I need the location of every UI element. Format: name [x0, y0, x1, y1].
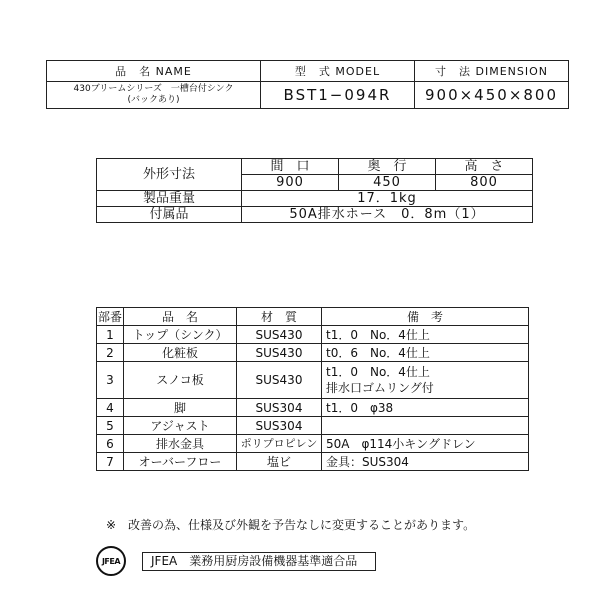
- part-material: SUS430: [237, 326, 322, 344]
- part-no: 4: [97, 399, 124, 417]
- part-name: トップ（シンク）: [124, 326, 237, 344]
- jfea-logo: [96, 546, 126, 576]
- dimension-value: 900×450×800: [415, 82, 569, 109]
- part-no: 7: [97, 453, 124, 471]
- part-no: 2: [97, 344, 124, 362]
- depth-label: 奥 行: [339, 159, 436, 175]
- table-row: [97, 453, 529, 471]
- part-name: 排水金具: [124, 435, 237, 453]
- parts-header-name: 品 名: [124, 308, 237, 326]
- part-note: t1．0 No．4仕上: [322, 326, 529, 344]
- spec-table: [96, 158, 533, 223]
- accessory-value: 50A排水ホース 0．8m（1）: [242, 207, 533, 223]
- part-note: 金具：SUS304: [322, 453, 529, 471]
- height-label: 高 さ: [436, 159, 533, 175]
- parts-header-note: 備 考: [322, 308, 529, 326]
- table-row: [97, 417, 529, 435]
- weight-value: 17．1kg: [242, 191, 533, 207]
- part-name: 化粧板: [124, 344, 237, 362]
- jfea-logo-text: JFEA: [101, 556, 121, 566]
- part-note-multiline: [322, 362, 529, 399]
- weight-label: 製品重量: [97, 191, 242, 207]
- model-header: 型 式 MODEL: [261, 61, 415, 82]
- model-value: BST1−094R: [261, 82, 415, 109]
- part-material: SUS304: [237, 417, 322, 435]
- jfea-certification-label: JFEA 業務用厨房設備機器基準適合品: [142, 552, 376, 571]
- part-note: 50A φ114小キングドレン: [322, 435, 529, 453]
- part-name: アジャスト: [124, 417, 237, 435]
- disclaimer-note: ※ 改善の為、仕様及び外観を予告なしに変更することがあります。: [106, 518, 476, 532]
- part-name: 脚: [124, 399, 237, 417]
- part-material: SUS304: [237, 399, 322, 417]
- part-note-line2: 排水口ゴムリング付: [326, 381, 434, 395]
- part-material: SUS430: [237, 362, 322, 399]
- part-note: [322, 417, 529, 435]
- parts-table: [96, 307, 529, 471]
- part-name: オーバーフロー: [124, 453, 237, 471]
- parts-header-no: 部番: [97, 309, 122, 324]
- table-row: [97, 435, 529, 453]
- product-name-line1: 430ブリームシリーズ 一槽台付シンク: [73, 84, 234, 94]
- part-no: 3: [97, 362, 124, 399]
- table-row: [97, 344, 529, 362]
- table-row: [97, 399, 529, 417]
- depth-value: 450: [339, 175, 436, 191]
- table-row: [97, 326, 529, 344]
- part-no: 5: [97, 417, 124, 435]
- part-material: 塩ビ: [237, 453, 322, 471]
- name-header: 品 名 NAME: [47, 61, 261, 82]
- width-value: 900: [242, 175, 339, 191]
- part-no: 1: [97, 326, 124, 344]
- table-row: [97, 362, 529, 399]
- part-note: t0．6 No．4仕上: [322, 344, 529, 362]
- width-label: 間 口: [242, 159, 339, 175]
- part-material: ポリプロピレン: [237, 435, 322, 453]
- part-name: スノコ板: [124, 362, 237, 399]
- part-note-line1: t1．0 No．4仕上: [326, 365, 430, 379]
- part-material: SUS430: [237, 344, 322, 362]
- part-note: t1．0 φ38: [322, 399, 529, 417]
- product-name-cell: [47, 82, 261, 109]
- parts-header-material: 材 質: [237, 308, 322, 326]
- product-header-table: [46, 60, 569, 109]
- accessory-label: 付属品: [97, 207, 242, 223]
- part-no: 6: [97, 435, 124, 453]
- height-value: 800: [436, 175, 533, 191]
- dimension-header: 寸 法 DIMENSION: [415, 61, 569, 82]
- product-name-line2: (バックあり): [127, 95, 180, 105]
- outer-dimension-label: 外形寸法: [97, 159, 242, 191]
